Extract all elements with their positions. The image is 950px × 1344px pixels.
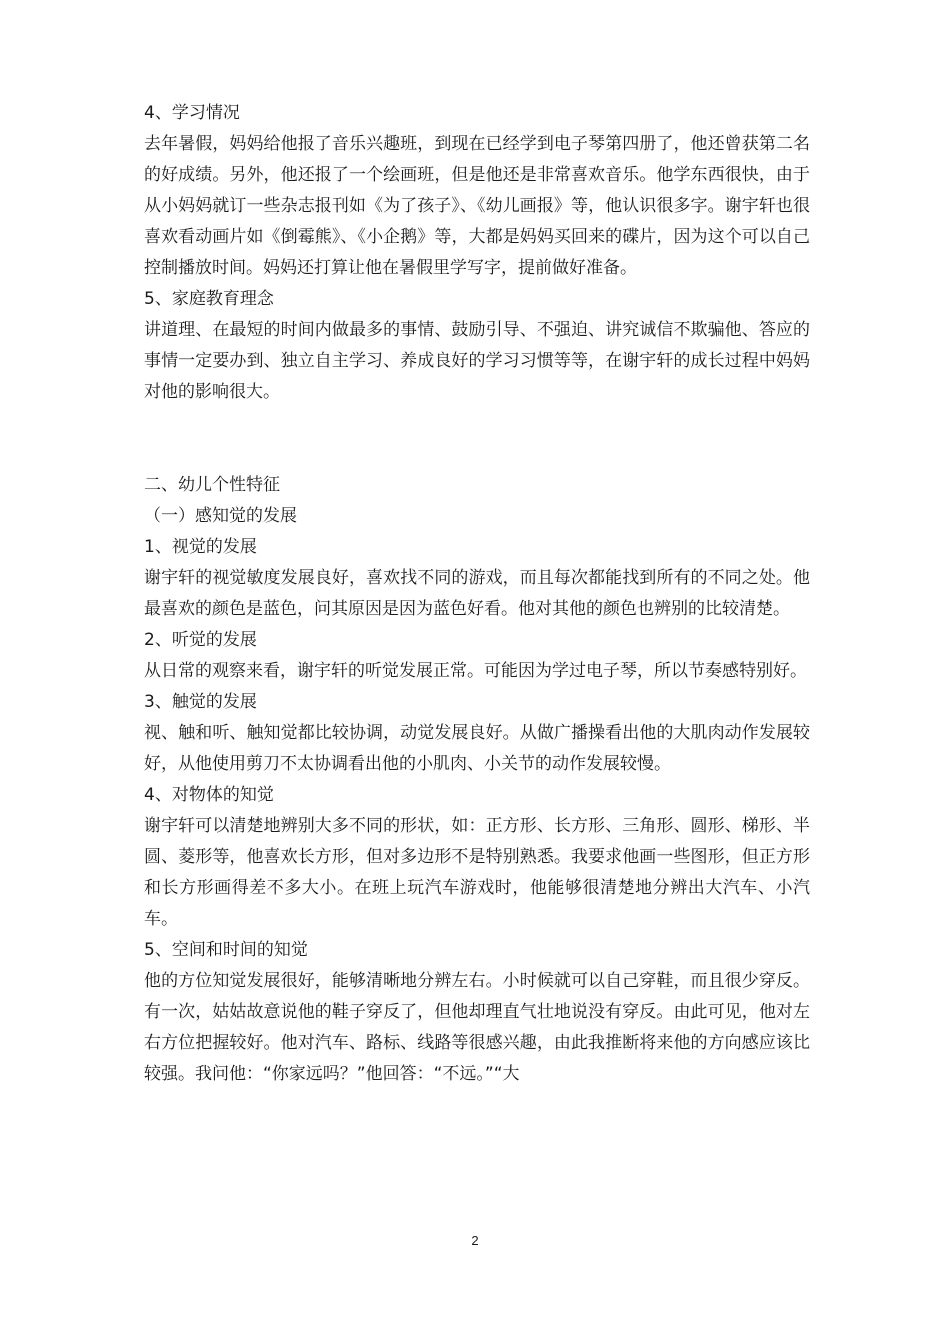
section-gap [144, 408, 810, 470]
heading-family-education: 5、家庭教育理念 [144, 289, 274, 309]
page-number: 2 [471, 1233, 479, 1248]
heading-vision: 1、视觉的发展 [144, 537, 257, 557]
heading-touch: 3、触觉的发展 [144, 692, 257, 712]
subsection-title-perception: （一）感知觉的发展 [144, 506, 297, 526]
heading-hearing: 2、听觉的发展 [144, 630, 257, 650]
paragraph-study: 去年暑假，妈妈给他报了音乐兴趣班，到现在已经学到电子琴第四册了，他还曾获第二名的好成绩。另外，他还报了一个绘画班，但是他还是非常喜欢音乐。他学东西很快，由于从小妈妈就订一些杂志报刊如《为了孩子》、《幼儿画报》等，他认识很多字。谢宇轩也很喜欢看动画片如《倒霉熊》、《小企鹅》等，大都是妈妈买回来的碟片，因为这个可以自己控制播放时间。妈妈还打算让他在暑假里学写字，提前做好准备。 [144, 134, 810, 278]
paragraph-hearing: 从日常的观察来看，谢宇轩的听觉发展正常。可能因为学过电子琴，所以节奏感特别好。 [144, 661, 807, 681]
paragraph-touch: 视、触和听、触知觉都比较协调，动觉发展良好。从做广播操看出他的大肌肉动作发展较好，从他使用剪刀不太协调看出他的小肌肉、小关节的动作发展较慢。 [144, 723, 810, 774]
paragraph-family-education: 讲道理、在最短的时间内做最多的事情、鼓励引导、不强迫、讲究诚信不欺骗他、答应的事情一定要办到、独立自主学习、养成良好的学习习惯等等，在谢宇轩的成长过程中妈妈对他的影响很大。 [144, 320, 810, 402]
heading-study: 4、学习情况 [144, 103, 240, 123]
page-body [144, 98, 810, 1090]
heading-object-perception: 4、对物体的知觉 [144, 785, 274, 805]
paragraph-vision: 谢宇轩的视觉敏度发展良好，喜欢找不同的游戏，而且每次都能找到所有的不同之处。他最喜欢的颜色是蓝色，问其原因是因为蓝色好看。他对其他的颜色也辨别的比较清楚。 [144, 568, 810, 619]
paragraph-space-time: 他的方位知觉发展很好，能够清晰地分辨左右。小时候就可以自己穿鞋，而且很少穿反。有一次，姑姑故意说他的鞋子穿反了，但他却理直气壮地说没有穿反。由此可见，他对左右方位把握较好。他对汽车、路标、线路等很感兴趣，由此我推断将来他的方向感应该比较强。我问他：“你家远吗？”他回答：“不远。”“大 [144, 971, 810, 1084]
paragraph-object-perception: 谢宇轩可以清楚地辨别大多不同的形状，如：正方形、长方形、三角形、圆形、梯形、半圆、菱形等，他喜欢长方形，但对多边形不是特别熟悉。我要求他画一些图形，但正方形和长方形画得差不多大小。在班上玩汽车游戏时，他能够很清楚地分辨出大汽车、小汽车。 [144, 816, 810, 929]
section-title-personality: 二、幼儿个性特征 [144, 475, 280, 495]
heading-space-time: 5、空间和时间的知觉 [144, 940, 308, 960]
